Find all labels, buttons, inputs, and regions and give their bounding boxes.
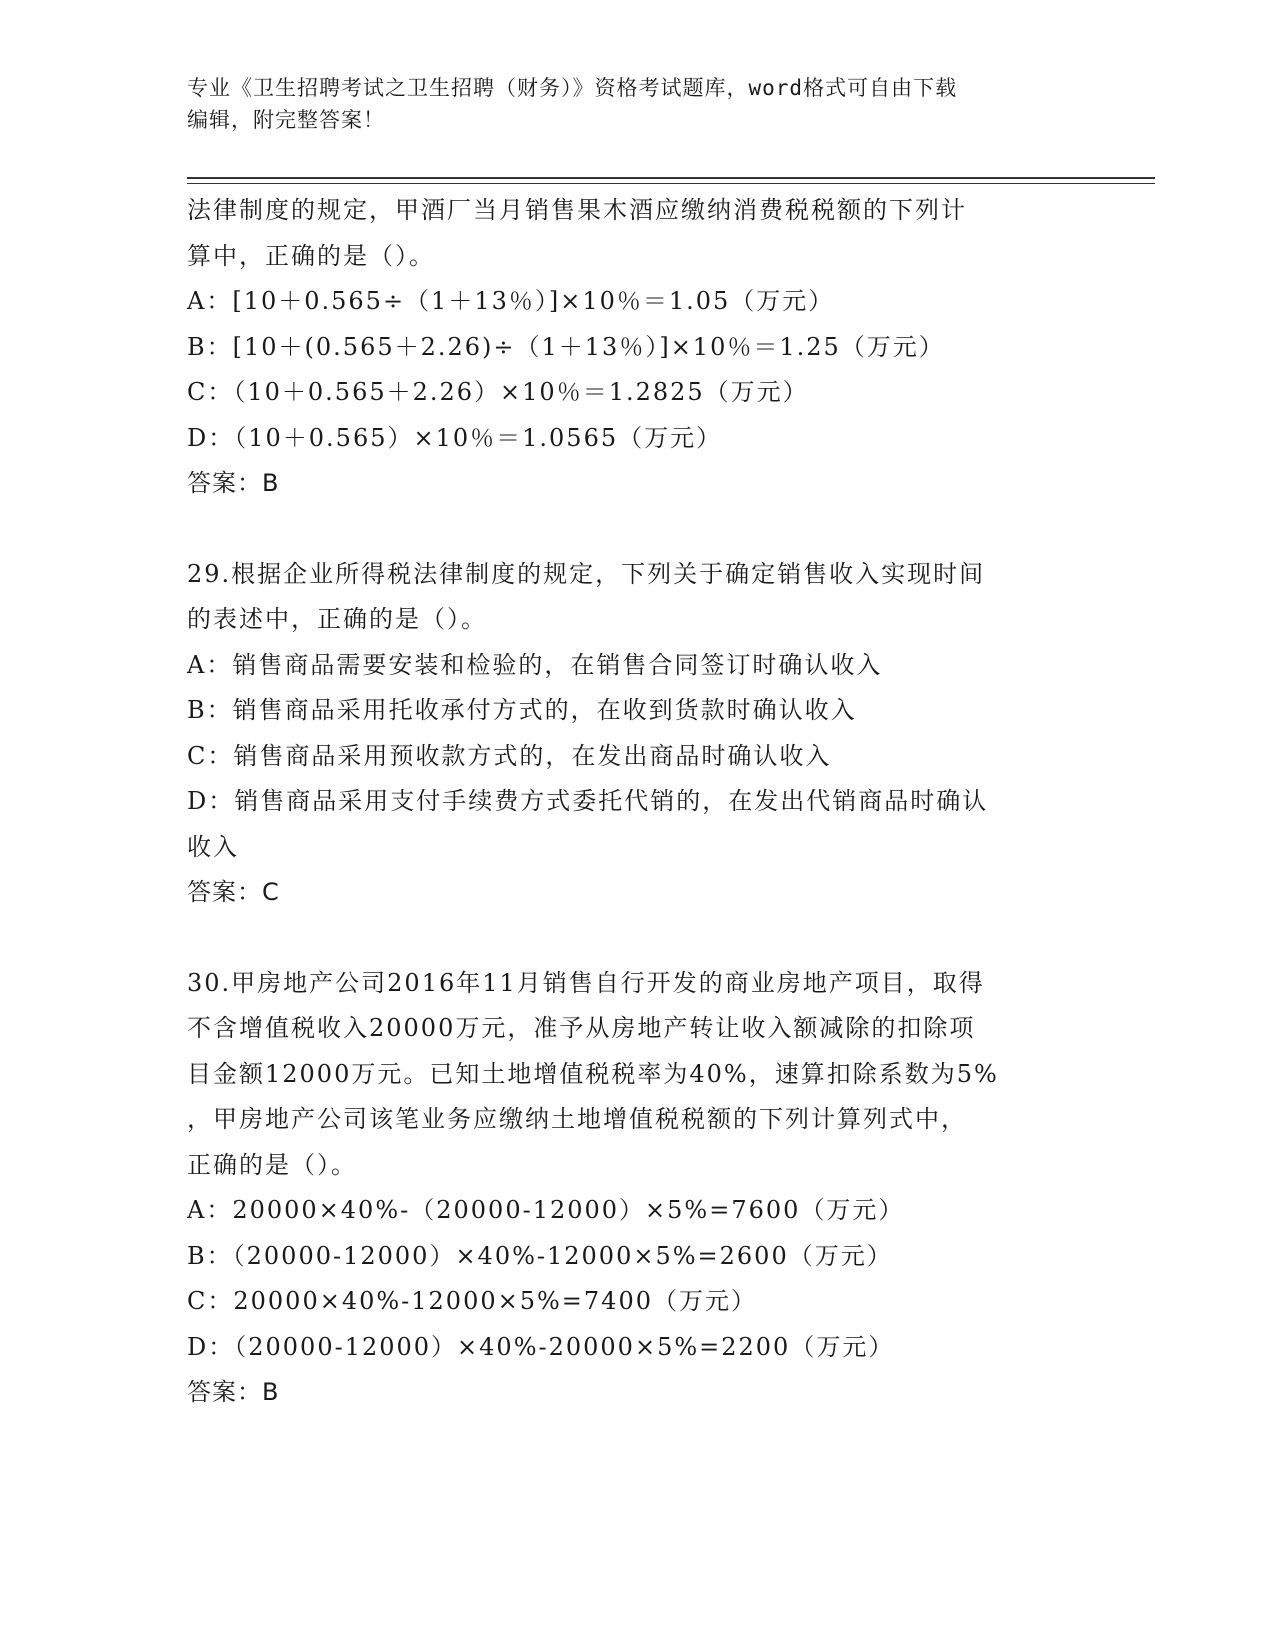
document-body [187,188,1087,1416]
option-a: A：20000×40%-（20000-12000）×5%=7600（万元） [187,1196,905,1224]
answer-line: 答案：B [187,469,280,497]
question-stem-line: 正确的是（）。 [187,1150,357,1179]
header-line-2: 编辑，附完整答案！ [187,108,385,132]
option-d: D：销售商品采用支付手续费方式委托代销的，在发出代销商品时确认 [187,787,989,815]
question-30 [187,961,1087,1416]
question-stem-line: 算中，正确的是（）。 [187,241,435,270]
question-stem-line: 法律制度的规定，甲酒厂当月销售果木酒应缴纳消费税税额的下列计 [187,196,967,224]
option-b: B：[10＋(0.565＋2.26)÷（1＋13％）]×10％＝1.25（万元） [187,332,945,361]
question-29 [187,552,1087,916]
option-d: D：（20000-12000）×40%-20000×5%=2200（万元） [187,1332,895,1361]
question-spacer [187,916,1087,961]
option-d-continued: 收入 [187,832,239,861]
option-c: C：20000×40%-12000×5%=7400（万元） [187,1287,757,1315]
question-stem-line: 目金额12000万元。已知土地增值税税率为40%，速算扣除系数为5% [187,1059,999,1088]
answer-line: 答案：B [187,1378,280,1406]
option-a: A：[10＋0.565÷（1＋13％）]×10％＝1.05（万元） [187,287,835,315]
page-header [187,72,1087,136]
question-28 [187,188,1087,507]
option-a: A：销售商品需要安装和检验的，在销售合同签订时确认收入 [187,650,883,679]
question-stem-line: 的表述中，正确的是（）。 [187,605,487,633]
answer-line: 答案：C [187,878,280,906]
question-stem-line: 29.根据企业所得税法律制度的规定，下列关于确定销售收入实现时间 [187,559,986,588]
question-stem-line: 不含增值税收入20000万元，准予从房地产转让收入额减除的扣除项 [187,1014,976,1042]
header-divider-thin [187,183,1155,184]
question-stem-line: ，甲房地产公司该笔业务应缴纳土地增值税税额的下列计算列式中， [187,1105,967,1133]
header-divider-thick [187,177,1155,179]
option-b: B：（20000-12000）×40%-12000×5%=2600（万元） [187,1241,893,1270]
question-spacer [187,507,1087,552]
question-stem-line: 30.甲房地产公司2016年11月销售自行开发的商业房地产项目，取得 [187,968,985,997]
header-line-1: 专业《卫生招聘考试之卫生招聘（财务）》资格考试题库，word格式可自由下载 [187,76,958,100]
option-c: C：（10＋0.565＋2.26）×10％＝1.2825（万元） [187,378,809,406]
option-c: C：销售商品采用预收款方式的，在发出商品时确认收入 [187,741,832,770]
option-b: B：销售商品采用托收承付方式的，在收到货款时确认收入 [187,696,857,724]
option-d: D：（10＋0.565）×10％＝1.0565（万元） [187,423,723,452]
